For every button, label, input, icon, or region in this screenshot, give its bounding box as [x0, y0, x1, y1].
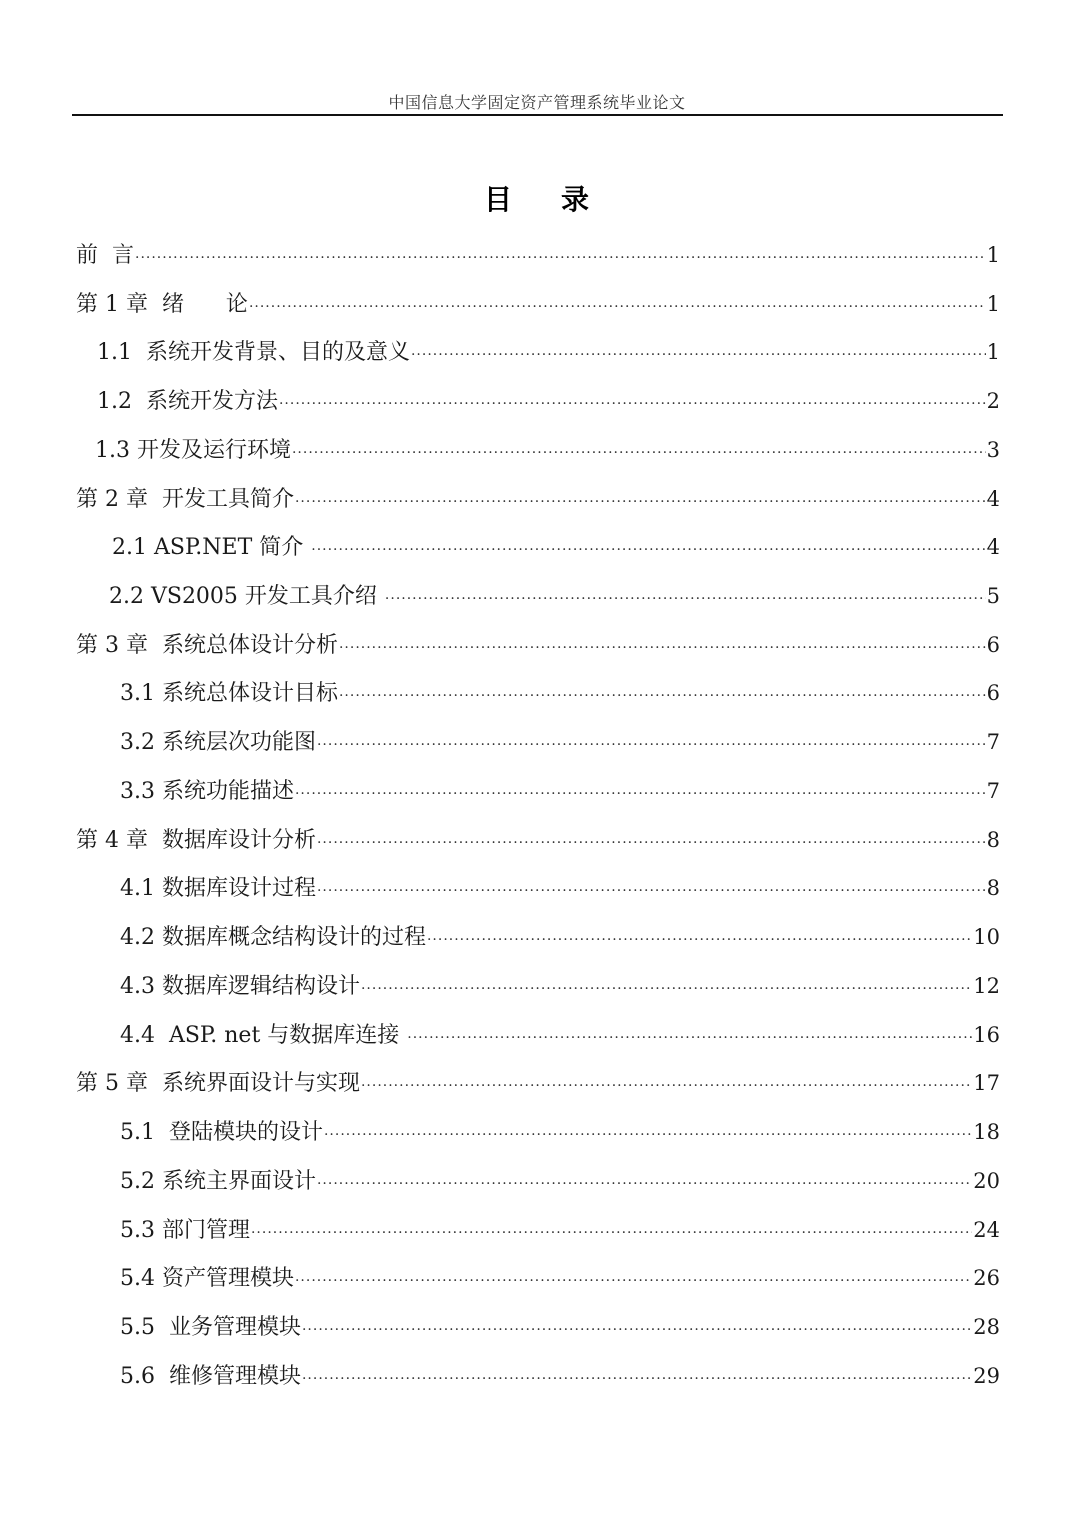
- toc-entry-label: 第 2 章 开发工具简介: [76, 487, 294, 512]
- toc-entry-label: 3.2 系统层次功能图: [120, 730, 316, 755]
- toc-entry[interactable]: [120, 871, 1000, 905]
- toc-entry-label: 4.4 ASP. net 与数据库连接: [120, 1023, 407, 1048]
- toc-dot-leader: [295, 777, 986, 811]
- toc-entry-page: 10: [973, 925, 1000, 949]
- toc-entry[interactable]: [120, 1261, 1000, 1295]
- toc-entry[interactable]: [76, 287, 1000, 321]
- toc-dot-leader: [317, 1167, 972, 1201]
- toc-entry-page: 1: [986, 292, 1000, 316]
- toc-entry[interactable]: [76, 238, 1000, 272]
- toc-entry-label: 1.3 开发及运行环境: [95, 438, 291, 463]
- toc-entry-label: 4.2 数据库概念结构设计的过程: [120, 925, 426, 950]
- toc-entry[interactable]: [97, 384, 1000, 418]
- toc-entry-label: 5.4 资产管理模块: [120, 1266, 294, 1291]
- toc-dot-leader: [295, 1264, 972, 1298]
- toc-entry-label: 1.2 系统开发方法: [97, 389, 278, 414]
- toc-entry-label: 2.1 ASP.NET 简介: [112, 535, 311, 560]
- toc-entry-label: 4.3 数据库逻辑结构设计: [120, 974, 360, 999]
- toc-entry-page: 8: [986, 828, 1000, 852]
- toc-entry[interactable]: [120, 1359, 1000, 1393]
- toc-dot-leader: [249, 290, 986, 324]
- toc-entry-label: 1.1 系统开发背景、目的及意义: [97, 340, 410, 365]
- toc-entry[interactable]: [120, 920, 1000, 954]
- toc-entry-page: 12: [973, 974, 1000, 998]
- toc-entry[interactable]: [120, 1310, 1000, 1344]
- toc-entry-label: 第 4 章 数据库设计分析: [76, 828, 316, 853]
- toc-entry-page: 4: [986, 535, 1000, 559]
- toc-entry[interactable]: [120, 1164, 1000, 1198]
- toc-entry-page: 7: [986, 779, 1000, 803]
- header-rule: [72, 114, 1003, 116]
- toc-dot-leader: [339, 679, 986, 713]
- toc-entry[interactable]: [76, 823, 1000, 857]
- toc-entry-page: 16: [973, 1023, 1000, 1047]
- toc-dot-leader: [302, 1362, 972, 1396]
- toc-entry-page: 7: [986, 730, 1000, 754]
- toc-entry-page: 29: [973, 1364, 1000, 1388]
- toc-entry[interactable]: [95, 433, 1000, 467]
- toc-entry-page: 18: [973, 1120, 1000, 1144]
- toc-entry-label: 5.6 维修管理模块: [120, 1364, 301, 1389]
- toc-dot-leader: [339, 631, 986, 665]
- toc-dot-leader: [361, 1069, 972, 1103]
- toc-entry[interactable]: [76, 482, 1000, 516]
- toc-entry-page: 4: [986, 487, 1000, 511]
- running-header: 中国信息大学固定资产管理系统毕业论文: [388, 93, 686, 112]
- toc-entry-label: 5.2 系统主界面设计: [120, 1169, 316, 1194]
- toc-entry-page: 8: [986, 876, 1000, 900]
- toc-entry[interactable]: [120, 1213, 1000, 1247]
- toc-dot-leader: [317, 728, 986, 762]
- toc-entry-label: 5.1 登陆模块的设计: [120, 1120, 323, 1145]
- toc-entry-label: 前 言: [76, 243, 134, 268]
- toc-dot-leader: [317, 874, 986, 908]
- toc-entry-label: 5.3 部门管理: [120, 1218, 250, 1243]
- toc-dot-leader: [292, 436, 986, 470]
- toc-entry-page: 5: [986, 584, 1000, 608]
- toc-dot-leader: [311, 533, 985, 567]
- toc-entry-page: 26: [973, 1266, 1000, 1290]
- toc-dot-leader: [135, 241, 986, 275]
- toc-dot-leader: [302, 1313, 972, 1347]
- toc-dot-leader: [295, 485, 986, 519]
- toc-entry[interactable]: [97, 335, 1000, 369]
- toc-title: 目 录: [484, 183, 591, 216]
- toc-entry[interactable]: [120, 725, 1000, 759]
- toc-dot-leader: [317, 826, 986, 860]
- toc-entry[interactable]: [109, 579, 1000, 613]
- toc-entry-page: 24: [973, 1218, 1000, 1242]
- toc-entry-label: 4.1 数据库设计过程: [120, 876, 316, 901]
- toc-entry[interactable]: [76, 1066, 1000, 1100]
- toc-entry-label: 3.1 系统总体设计目标: [120, 681, 338, 706]
- toc-entry[interactable]: [120, 1115, 1000, 1149]
- toc-entry-label: 2.2 VS2005 开发工具介绍: [109, 584, 384, 609]
- toc-entry-page: 6: [986, 681, 1000, 705]
- toc-entry-page: 1: [986, 340, 1000, 364]
- toc-entry[interactable]: [120, 774, 1000, 808]
- toc-dot-leader: [251, 1216, 972, 1250]
- toc-dot-leader: [361, 972, 972, 1006]
- toc-entry-page: 17: [973, 1071, 1000, 1095]
- toc-entry-page: 20: [973, 1169, 1000, 1193]
- toc-entry-label: 5.5 业务管理模块: [120, 1315, 301, 1340]
- toc-dot-leader: [324, 1118, 972, 1152]
- toc-entry[interactable]: [120, 676, 1000, 710]
- toc-dot-leader: [279, 387, 986, 421]
- toc-entry[interactable]: [76, 628, 1000, 662]
- toc-entry-label: 第 5 章 系统界面设计与实现: [76, 1071, 360, 1096]
- toc-entry[interactable]: [112, 530, 1000, 564]
- toc-entry-label: 第 3 章 系统总体设计分析: [76, 633, 338, 658]
- toc-entry-page: 6: [986, 633, 1000, 657]
- toc-entry[interactable]: [120, 1018, 1000, 1052]
- toc-entry-page: 28: [973, 1315, 1000, 1339]
- toc-entry-page: 1: [986, 243, 1000, 267]
- toc-dot-leader: [411, 338, 986, 372]
- toc-entry-page: 2: [986, 389, 1000, 413]
- toc-dot-leader: [407, 1021, 972, 1055]
- toc-entry-label: 第 1 章 绪 论: [76, 292, 248, 317]
- toc-entry-label: 3.3 系统功能描述: [120, 779, 294, 804]
- toc-entry[interactable]: [120, 969, 1000, 1003]
- toc-entry-page: 3: [986, 438, 1000, 462]
- toc-dot-leader: [385, 582, 986, 616]
- toc-dot-leader: [427, 923, 972, 957]
